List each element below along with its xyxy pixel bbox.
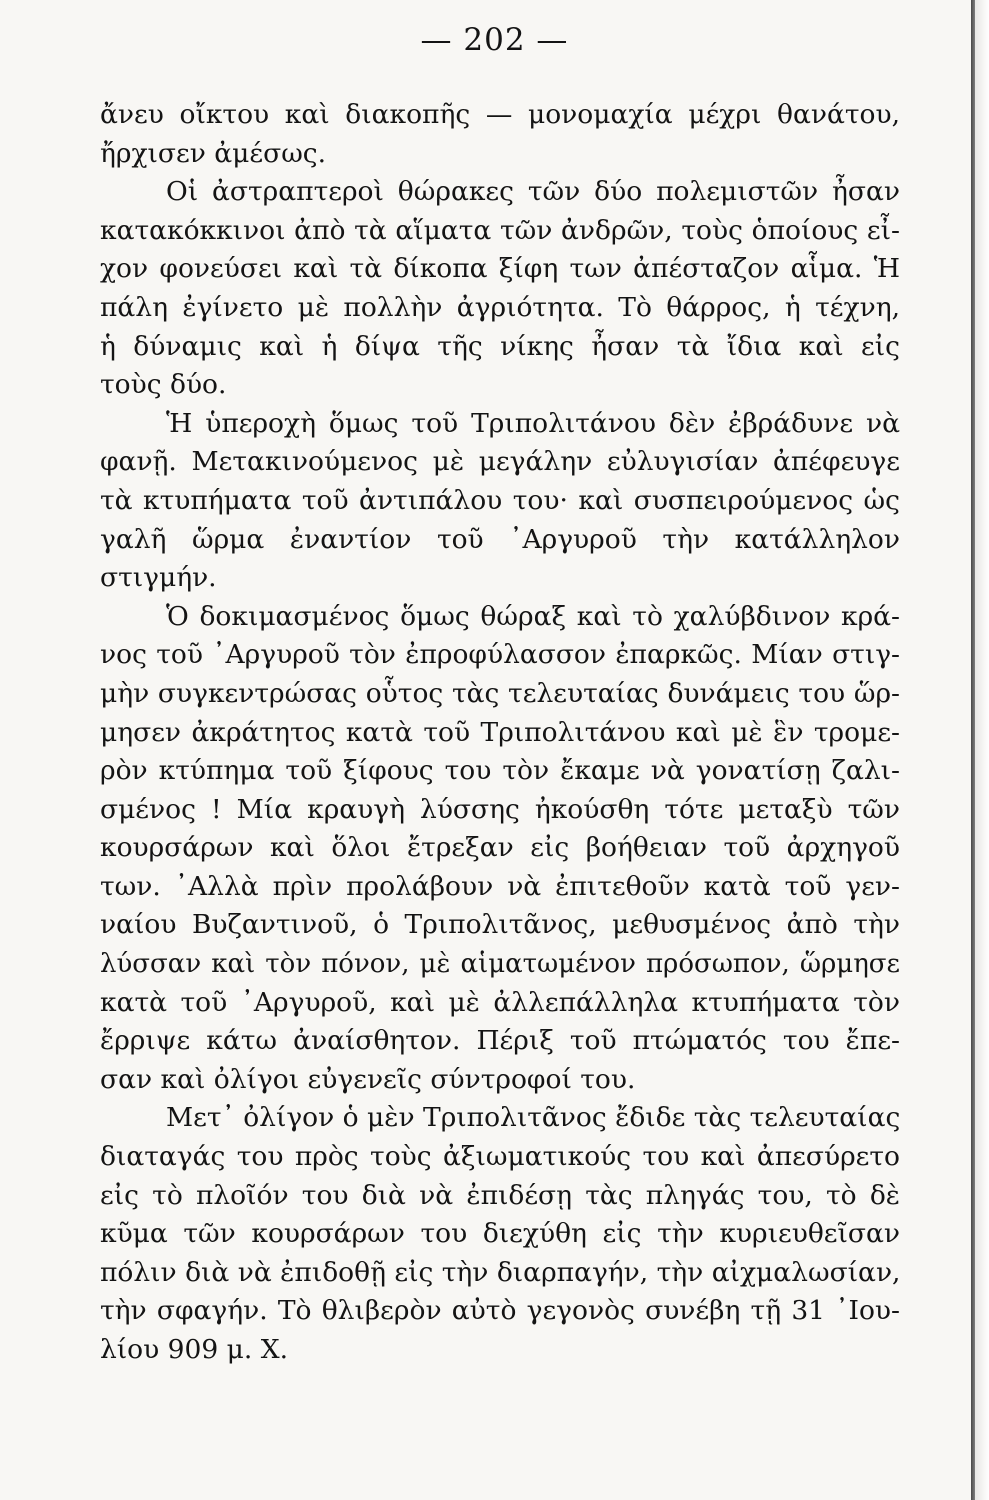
text-line: ἡ δύναμις καὶ ἡ δίψα τῆς νίκης ἦσαν τὰ ἴδια καὶ εἰς bbox=[100, 330, 900, 362]
text-line: στιγμήν. bbox=[100, 562, 217, 594]
text-line: λίου 909 μ. Χ. bbox=[100, 1334, 289, 1365]
text-line: νος τοῦ ᾿Αργυροῦ τὸν ἐπροφύλασσον ἐπαρκῶς. Μίαν στιγ- bbox=[100, 639, 900, 671]
text-line: των. ᾿Αλλὰ πρὶν προλάβουν νὰ ἐπιτεθοῦν κατὰ τοῦ γεν- bbox=[100, 870, 900, 902]
text-line: σαν καὶ ὀλίγοι εὐγενεῖς σύντροφοί του. bbox=[100, 1063, 636, 1095]
text-line: κῦμα τῶν κουρσάρων του διεχύθη εἰς τὴν κυριευθεῖσαν bbox=[100, 1218, 900, 1250]
text-line: Ἡ ὑπεροχὴ ὅμως τοῦ Τριπολιτάνου δὲν ἐβράδυνε νὰ bbox=[166, 407, 900, 439]
text-line: Μετ᾿ ὀλίγον ὁ μὲν Τριπολιτᾶνος ἔδιδε τὰς τελευταίας bbox=[166, 1102, 901, 1134]
text-line: μὴν συγκεντρώσας οὗτος τὰς τελευταίας δυνάμεις του ὥρ- bbox=[100, 677, 900, 709]
text-line: κουρσάρων καὶ ὅλοι ἔτρεξαν εἰς βοήθειαν τοῦ ἀρχηγοῦ bbox=[100, 832, 900, 864]
text-line: πόλιν διὰ νὰ ἐπιδοθῇ εἰς τὴν διαρπαγήν, τὴν αἰχμαλωσίαν, bbox=[100, 1256, 901, 1288]
text-line: κατὰ τοῦ ᾿Αργυροῦ, καὶ μὲ ἀλλεπάλληλα κτυπήματα τὸν bbox=[100, 986, 900, 1018]
text-line: Ὁ δοκιμασμένος ὅμως θώραξ καὶ τὸ χαλύβδινον κρά- bbox=[166, 600, 900, 632]
text-line: μησεν ἀκράτητος κατὰ τοῦ Τριπολιτάνου καὶ μὲ ἓν τρομε- bbox=[100, 716, 900, 748]
text-line: ναίου Βυζαντινοῦ, ὁ Τριπολιτᾶνος, μεθυσμένος ἀπὸ τὴν bbox=[100, 909, 900, 941]
text-line: τὰ κτυπήματα τοῦ ἀντιπάλου του· καὶ συσπειρούμενος ὡς bbox=[100, 484, 900, 516]
text-line: κατακόκκινοι ἀπὸ τὰ αἵματα τῶν ἀνδρῶν, τοὺς ὁποίους εἶ- bbox=[100, 214, 900, 246]
text-line: πάλη ἐγίνετο μὲ πολλὴν ἀγριότητα. Τὸ θάρρος, ἡ τέχνη, bbox=[100, 291, 900, 323]
text-line: διαταγάς του πρὸς τοὺς ἀξιωματικούς του καὶ ἀπεσύρετο bbox=[100, 1141, 900, 1173]
text-line: σμένος ! Μία κραυγὴ λύσσης ἠκούσθη τότε μεταξὺ τῶν bbox=[100, 793, 900, 825]
body-text bbox=[100, 96, 900, 1370]
text-line: ἄνευ οἴκτου καὶ διακοπῆς — μονομαχία μέχρι θανάτου, bbox=[100, 99, 900, 130]
binding-edge bbox=[971, 0, 975, 1500]
text-line: λύσσαν καὶ τὸν πόνον, μὲ αἱματωμένον πρόσωπον, ὥρμησε bbox=[100, 949, 900, 980]
text-line: φανῇ. Μετακινούμενος μὲ μεγάλην εὐλυγισίαν ἀπέφευγε bbox=[100, 446, 900, 478]
page-number: — 202 — bbox=[420, 22, 569, 58]
text-line: τοὺς δύο. bbox=[100, 369, 227, 401]
text-line: τὴν σφαγήν. Τὸ θλιβερὸν αὐτὸ γεγονὸς συνέβη τῇ 31 ᾿Ιου- bbox=[100, 1295, 900, 1327]
text-line: εἰς τὸ πλοῖόν του διὰ νὰ ἐπιδέσῃ τὰς πληγάς του, τὸ δὲ bbox=[100, 1179, 900, 1211]
text-line: ρὸν κτύπημα τοῦ ξίφους του τὸν ἔκαμε νὰ γονατίσῃ ζαλι- bbox=[100, 755, 900, 787]
text-line: χον φονεύσει καὶ τὰ δίκοπα ξίφη των ἀπέσταζον αἷμα. Ἡ bbox=[100, 253, 900, 285]
text-line: γαλῆ ὥρμα ἐναντίον τοῦ ᾿Αργυροῦ τὴν κατάλληλον bbox=[100, 523, 900, 555]
text-line: Οἱ ἀστραπτεροὶ θώρακες τῶν δύο πολεμιστῶν ἦσαν bbox=[166, 176, 900, 208]
page-margin bbox=[975, 0, 989, 1500]
text-line: ἔρριψε κάτω ἀναίσθητον. Πέριξ τοῦ πτώματός του ἔπε- bbox=[100, 1025, 900, 1057]
text-line: ἤρχισεν ἀμέσως. bbox=[100, 137, 327, 169]
